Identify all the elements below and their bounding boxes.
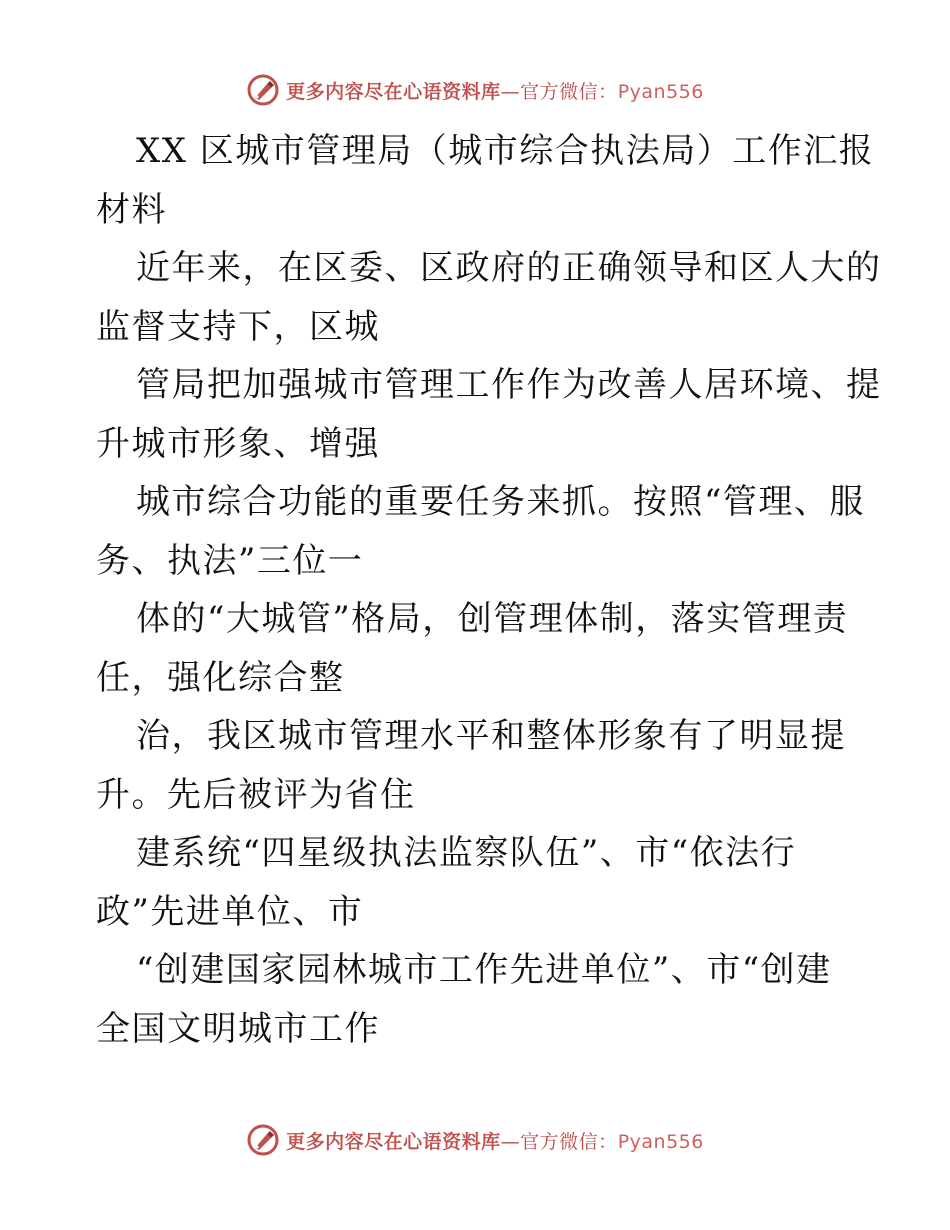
watermark-text: 更多内容尽在心语资料库—官方微信：Pyan556 (286, 80, 704, 103)
text-line: 务、执法”三位一 (96, 540, 364, 581)
footer-watermark (0, 1122, 950, 1158)
text-line: 材料 (96, 189, 167, 230)
text-line: 体的“大城管”格局，创管理体制，落实管理责 (136, 599, 849, 639)
text-line: 监督支持下，区城 (96, 306, 380, 347)
pen-logo-icon (246, 73, 280, 107)
text-line: 城市综合功能的重要任务来抓。按照“管理、服 (136, 482, 865, 522)
header-watermark (0, 72, 950, 108)
pen-logo-icon (246, 1123, 280, 1157)
text-line: 建系统“四星级执法监察队伍”、市“依法行 (136, 833, 797, 873)
text-line: 任，强化综合整 (96, 657, 345, 698)
text-line: 管局把加强城市管理工作作为改善人居环境、提 (136, 365, 882, 405)
text-line: 政”先进单位、市 (96, 891, 364, 932)
document-body (96, 122, 882, 1058)
text-line: XX 区城市管理局（城市综合执法局）工作汇报 (136, 131, 875, 171)
text-line: 全国文明城市工作 (96, 1008, 380, 1049)
text-line: 升。先后被评为省住 (96, 774, 416, 815)
text-line: 治，我区城市管理水平和整体形象有了明显提 (136, 716, 846, 756)
text-line: “创建国家园林城市工作先进单位”、市“创建 (136, 950, 832, 990)
watermark-text: 更多内容尽在心语资料库—官方微信：Pyan556 (286, 1130, 704, 1153)
text-line: 近年来，在区委、区政府的正确领导和区人大的 (136, 248, 882, 288)
text-line: 升城市形象、增强 (96, 423, 380, 464)
